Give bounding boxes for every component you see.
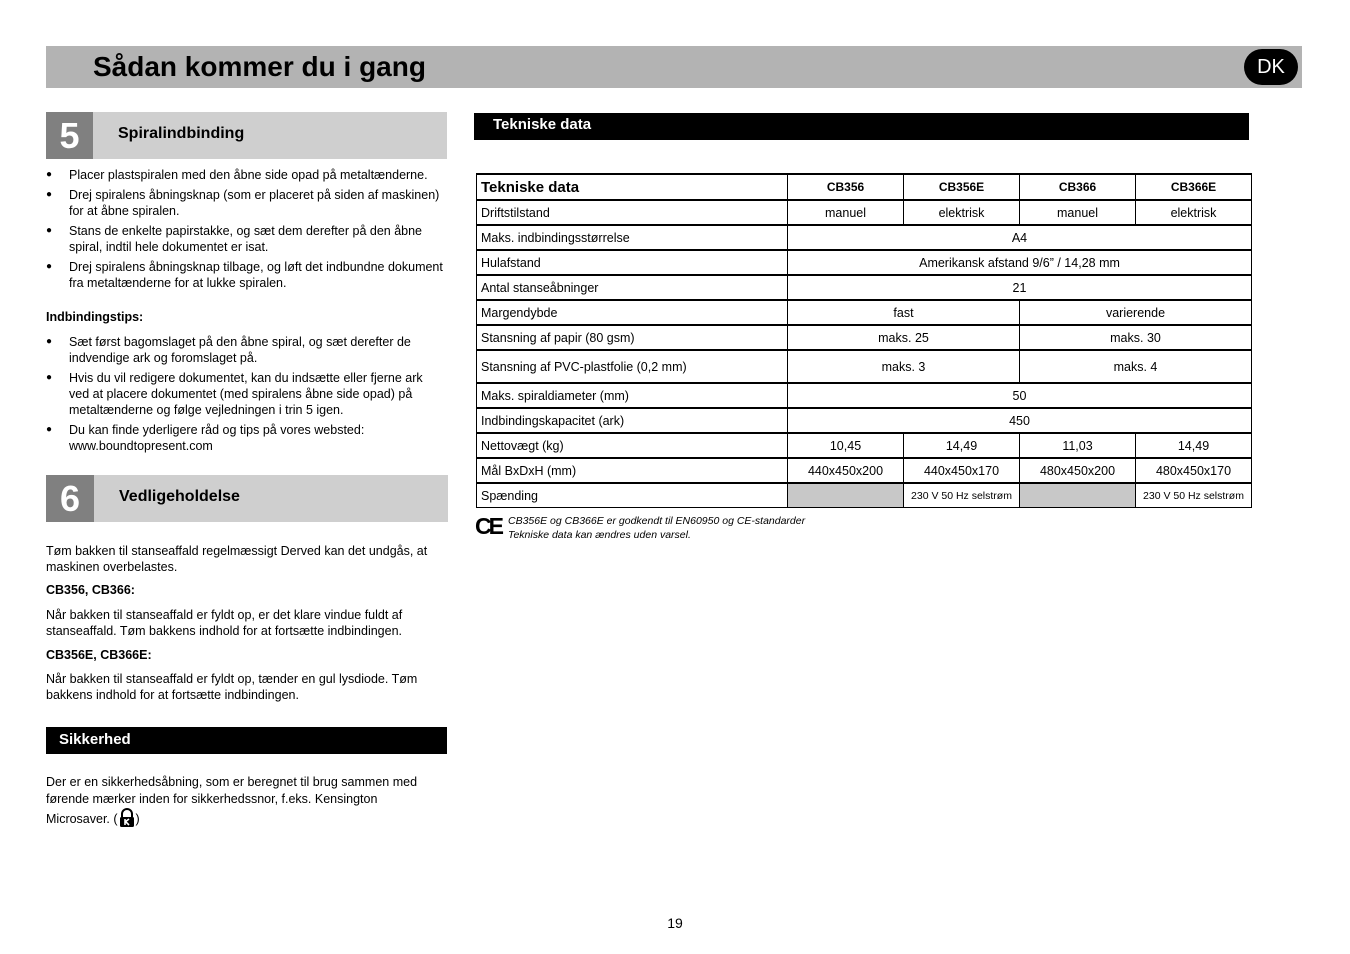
list-item: ● Placer plastspiralen med den åbne side opad på metaltænderne. — [46, 167, 446, 183]
row-label: Maks. spiraldiameter (mm) — [477, 383, 788, 408]
table-row — [477, 483, 1252, 508]
list-item: ● Hvis du vil redigere dokumentet, kan du indsætte eller fjerne ark ved at placere dokumentet (med spiralens åbne side opad) på metaltænderne og følge vejledningen i trin 5 igen. — [46, 370, 446, 418]
model-header: CB366 — [1020, 174, 1136, 200]
maintenance-intro: Tøm bakken til stanseaffald regelmæssigt Derved kan det undgås, at maskinen overbelastes. — [46, 544, 428, 574]
table-row — [477, 300, 1252, 325]
list-item: ● Du kan finde yderligere råd og tips på vores websted: www.boundtopresent.com — [46, 422, 446, 454]
table-row — [477, 325, 1252, 350]
table-cell: maks. 3 — [788, 350, 1020, 383]
section-5-number: 5 — [46, 112, 93, 159]
tips-heading: Indbindingstips: — [46, 310, 144, 324]
list-item: ● Drej spiralens åbningsknap (som er placeret på siden af maskinen) for at åbne spiralen. — [46, 187, 446, 219]
table-cell-empty — [788, 483, 904, 508]
table-cell: varierende — [1020, 300, 1252, 325]
tech-data-bar-title: Tekniske data — [493, 116, 592, 133]
section-6-number: 6 — [46, 475, 94, 522]
table-cell: 14,49 — [904, 433, 1020, 458]
table-row — [477, 458, 1252, 483]
table-cell: elektrisk — [1136, 200, 1252, 225]
row-label: Mål BxDxH (mm) — [477, 458, 788, 483]
row-label: Spænding — [477, 483, 788, 508]
safety-text — [46, 774, 441, 828]
table-cell: 10,45 — [788, 433, 904, 458]
table-cell: 14,49 — [1136, 433, 1252, 458]
row-label: Stansning af PVC-plastfolie (0,2 mm) — [477, 350, 788, 383]
table-row — [477, 350, 1252, 383]
section-5-title: Spiralindbinding — [118, 125, 245, 142]
ce-notes — [508, 514, 805, 542]
page-title: Sådan kommer du i gang — [93, 51, 426, 82]
table-cell: maks. 4 — [1020, 350, 1252, 383]
table-cell: 480x450x170 — [1136, 458, 1252, 483]
row-label: Hulafstand — [477, 250, 788, 275]
page-number: 19 — [667, 915, 683, 931]
kensington-lock-icon — [118, 808, 136, 828]
table-cell: 230 V 50 Hz selstrøm — [904, 483, 1020, 508]
table-cell: maks. 30 — [1020, 325, 1252, 350]
row-label: Stansning af papir (80 gsm) — [477, 325, 788, 350]
table-cell: 21 — [788, 275, 1252, 300]
table-cell: 480x450x200 — [1020, 458, 1136, 483]
safety-title: Sikkerhed — [59, 731, 131, 748]
table-title: Tekniske data — [477, 174, 788, 200]
table-cell: 50 — [788, 383, 1252, 408]
list-item: ● Drej spiralens åbningsknap tilbage, og løft det indbundne dokument fra metaltænderne for at lukke spiralen. — [46, 259, 446, 291]
row-label: Maks. indbindingsstørrelse — [477, 225, 788, 250]
binding-tips — [46, 334, 446, 458]
row-label: Margendybde — [477, 300, 788, 325]
safety-text-body: Der er en sikkerhedsåbning, som er beregnet til brug sammen med førende mærker inden for sikkerhedssnor, f.eks. Kensington Microsaver. ( — [46, 775, 418, 826]
table-cell: A4 — [788, 225, 1252, 250]
section-5-header — [46, 112, 447, 159]
table-row — [477, 225, 1252, 250]
table-row — [477, 383, 1252, 408]
table-cell: 230 V 50 Hz selstrøm — [1136, 483, 1252, 508]
table-row — [477, 250, 1252, 275]
maintenance-text-1: Når bakken til stanseaffald er fyldt op, er det klare vindue fuldt af stanseaffald. Tøm bakkens indhold for at fortsætte indbindingen. — [46, 608, 403, 638]
ce-note: CB356E og CB366E er godkendt til EN60950 og CE-standarder — [508, 515, 806, 527]
table-cell: 440x450x200 — [788, 458, 904, 483]
section-6-header — [46, 475, 448, 522]
table-cell: manuel — [788, 200, 904, 225]
list-item: ● Sæt først bagomslaget på den åbne spiral, og sæt derefter de indvendige ark og foromslaget på. — [46, 334, 446, 366]
model-header: CB356 — [788, 174, 904, 200]
table-row — [477, 433, 1252, 458]
model-header: CB366E — [1136, 174, 1252, 200]
table-header-row — [477, 174, 1252, 200]
tech-data-table — [476, 173, 1252, 508]
row-label: Indbindingskapacitet (ark) — [477, 408, 788, 433]
table-cell: Amerikansk afstand 9/6” / 14,28 mm — [788, 250, 1252, 275]
table-cell: elektrisk — [904, 200, 1020, 225]
row-label: Nettovægt (kg) — [477, 433, 788, 458]
language-badge: DK — [1244, 49, 1298, 85]
table-row — [477, 275, 1252, 300]
section-6-title: Vedligeholdelse — [119, 488, 240, 505]
section-5-steps — [46, 167, 446, 295]
table-cell: fast — [788, 300, 1020, 325]
table-cell: 440x450x170 — [904, 458, 1020, 483]
table-row — [477, 200, 1252, 225]
ce-mark-icon: CE — [475, 513, 501, 539]
list-item: ● Stans de enkelte papirstakke, og sæt dem derefter på den åbne spiral, indtil hele dokumentet er isat. — [46, 223, 446, 255]
ce-note: Tekniske data kan ændres uden varsel. — [508, 529, 691, 541]
safety-header — [46, 727, 447, 754]
table-cell: 450 — [788, 408, 1252, 433]
safety-text-end: ) — [135, 812, 140, 826]
row-label: Driftstilstand — [477, 200, 788, 225]
table-cell: 11,03 — [1020, 433, 1136, 458]
maintenance-subheading-1: CB356, CB366: — [46, 583, 135, 597]
table-cell: maks. 25 — [788, 325, 1020, 350]
tech-data-header — [474, 113, 1249, 140]
maintenance-text-2: Når bakken til stanseaffald er fyldt op, tænder en gul lysdiode. Tøm bakkens indhold for at fortsætte indbindingen. — [46, 672, 418, 702]
maintenance-subheading-2: CB356E, CB366E: — [46, 648, 152, 662]
row-label: Antal stanseåbninger — [477, 275, 788, 300]
table-row — [477, 408, 1252, 433]
table-cell-empty — [1020, 483, 1136, 508]
table-cell: manuel — [1020, 200, 1136, 225]
model-header: CB356E — [904, 174, 1020, 200]
title-bar — [46, 46, 1302, 88]
